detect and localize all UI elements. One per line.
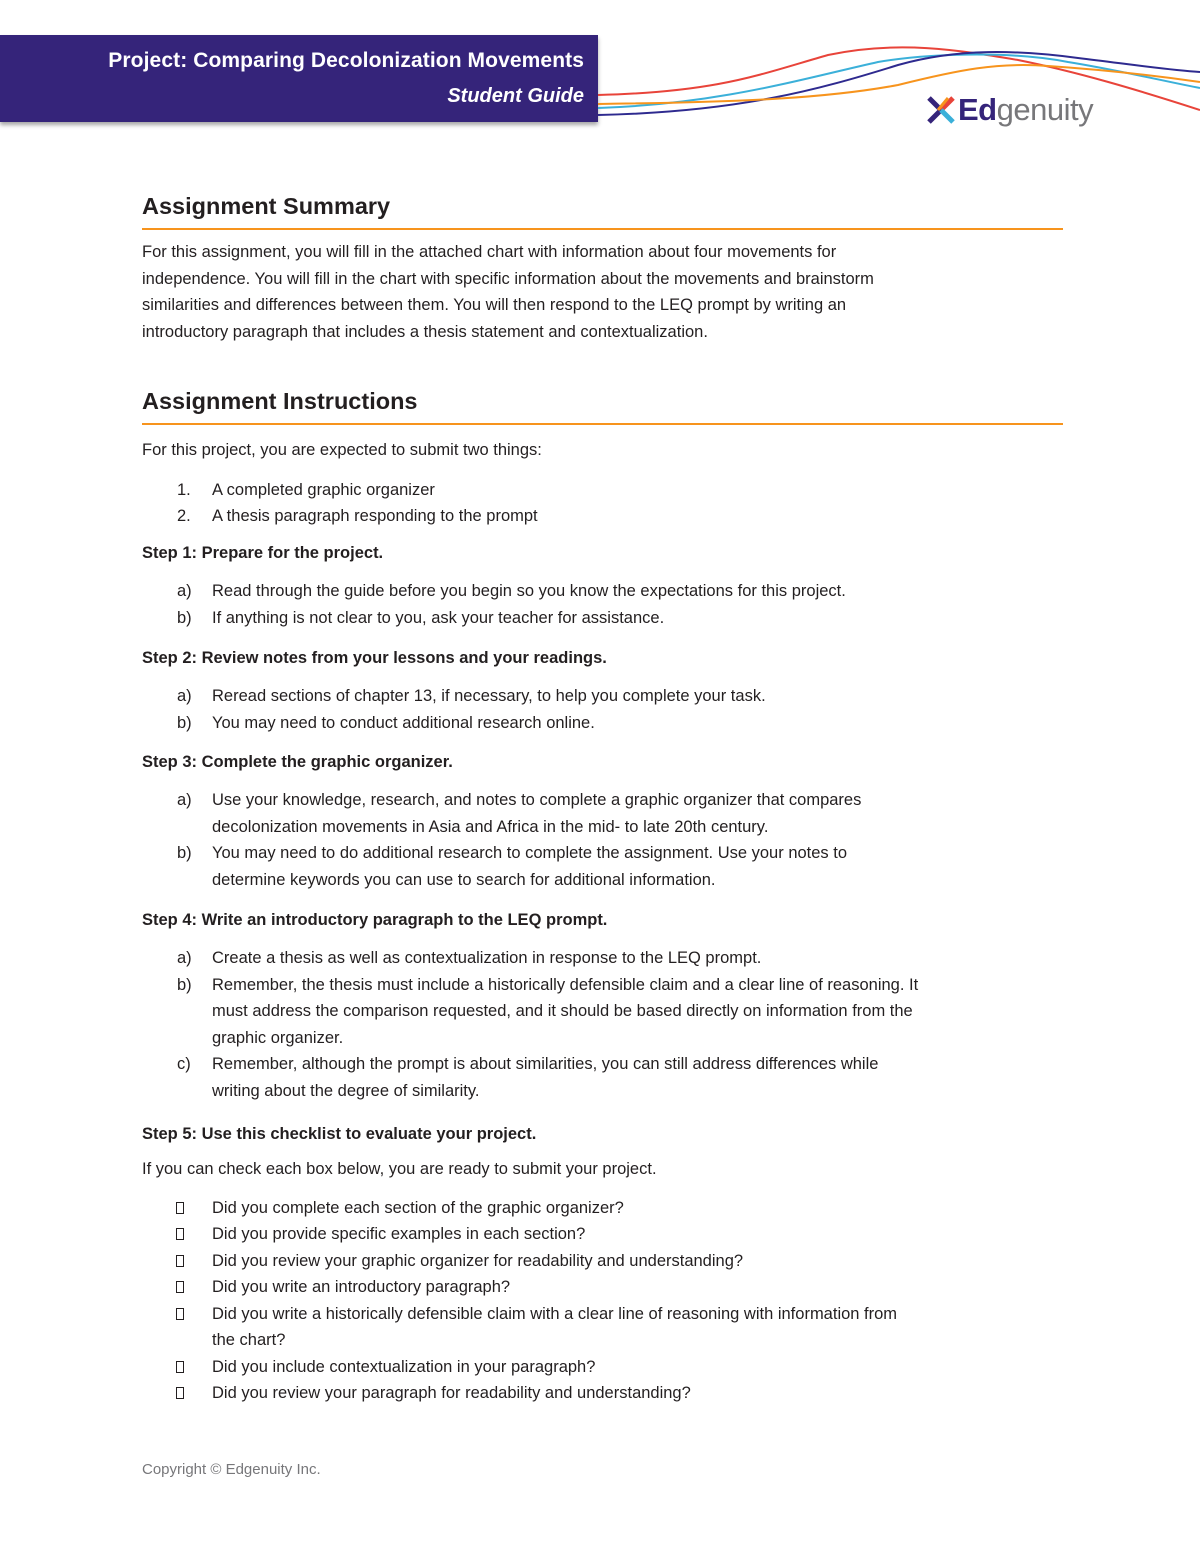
document-title: Project: Comparing Decolonization Movements [108, 49, 584, 72]
step-1 [142, 544, 1063, 631]
list-item: a) Create a thesis as well as contextualization in response to the LEQ prompt. [177, 949, 762, 967]
list-item: c) Remember, although the prompt is about similarities, you can still address differences while writing about the degree of similarity. [177, 1055, 879, 1100]
summary-line: similarities and differences between them. You will then respond to the LEQ prompt by writing an [142, 296, 847, 314]
step-items [142, 578, 1063, 631]
logo-text-genuity: genuity [996, 92, 1094, 127]
section-divider [142, 228, 1063, 230]
section-divider [142, 423, 1063, 425]
step-heading: Step 2: Review notes from your lessons and your readings. [142, 649, 607, 667]
list-item: a) Read through the guide before you begin so you know the expectations for this project. [177, 582, 846, 600]
edgenuity-x-logo-icon [926, 95, 956, 125]
deliverables-list [142, 477, 1063, 530]
checklist-intro: If you can check each box below, you are ready to submit your project. [142, 1160, 657, 1178]
checkbox-icon[interactable] [176, 1361, 184, 1373]
checkbox-icon[interactable] [176, 1228, 184, 1240]
summary-line: independence. You will fill in the chart with specific information about the movements and brainstorm [142, 269, 874, 288]
list-item: b) You may need to conduct additional research online. [177, 713, 595, 732]
copyright-footer: Copyright © Edgenuity Inc. [142, 1461, 321, 1478]
list-item: 2. A thesis paragraph responding to the prompt [177, 507, 538, 525]
list-item: b) Remember, the thesis must include a historically defensible claim and a clear line of reasoning. It must address the comparison requested, and it should be based directly on information from the graphic organizer. [177, 975, 919, 1047]
instructions-heading: Assignment Instructions [142, 388, 418, 414]
step-heading: Step 4: Write an introductory paragraph to the LEQ prompt. [142, 911, 608, 929]
step-items [142, 683, 1063, 736]
checklist-item: Did you provide specific examples in each section? [142, 1221, 1063, 1248]
checklist-item: Did you review your graphic organizer for readability and understanding? [142, 1248, 1063, 1275]
step-5 [142, 1125, 1063, 1407]
summary-line: For this assignment, you will fill in the attached chart with information about four movements for [142, 243, 837, 261]
checkbox-icon[interactable] [176, 1387, 184, 1399]
step-3 [142, 753, 1063, 893]
instructions-section [142, 388, 1063, 530]
step-heading: Step 5: Use this checklist to evaluate your project. [142, 1125, 537, 1143]
checkbox-icon[interactable] [176, 1255, 184, 1267]
step-heading: Step 1: Prepare for the project. [142, 544, 384, 562]
edgenuity-logo [926, 90, 1093, 130]
list-item: b) You may need to do additional research to complete the assignment. Use your notes to determine keywords you can use to search for additional information. [177, 844, 848, 889]
step-4 [142, 911, 1063, 1104]
checklist-item: Did you review your paragraph for readability and understanding? [142, 1380, 1063, 1407]
checklist-item: Did you write a historically defensible claim with a clear line of reasoning with information from the chart? [142, 1301, 1063, 1354]
checkbox-icon[interactable] [176, 1202, 184, 1214]
list-item: b) If anything is not clear to you, ask your teacher for assistance. [177, 608, 665, 627]
checklist-item: Did you write an introductory paragraph? [142, 1274, 1063, 1301]
document-subtitle: Student Guide [447, 85, 584, 107]
logo-text-ed: Ed [958, 92, 997, 127]
step-heading: Step 3: Complete the graphic organizer. [142, 753, 453, 771]
step-items [142, 787, 1063, 893]
step-items [142, 945, 1063, 1104]
title-banner [0, 35, 598, 122]
checkbox-icon[interactable] [176, 1308, 184, 1320]
step-2 [142, 649, 1063, 736]
list-item: 1. A completed graphic organizer [177, 480, 435, 499]
summary-line: introductory paragraph that includes a thesis statement and contextualization. [142, 322, 708, 341]
checklist-item: Did you include contextualization in your paragraph? [142, 1354, 1063, 1381]
checkbox-icon[interactable] [176, 1281, 184, 1293]
checklist [142, 1195, 1063, 1407]
list-item: a) Reread sections of chapter 13, if necessary, to help you complete your task. [177, 687, 766, 705]
list-item: a) Use your knowledge, research, and notes to complete a graphic organizer that compares decolonization movements in Asia and Africa in the mid- to late 20th century. [177, 791, 862, 836]
summary-section [142, 193, 1063, 345]
summary-heading: Assignment Summary [142, 193, 391, 219]
checklist-item: Did you complete each section of the graphic organizer? [142, 1195, 1063, 1222]
instructions-intro: For this project, you are expected to submit two things: [142, 441, 542, 459]
summary-paragraph [142, 239, 1063, 345]
decorative-waves-icon [598, 40, 1200, 130]
